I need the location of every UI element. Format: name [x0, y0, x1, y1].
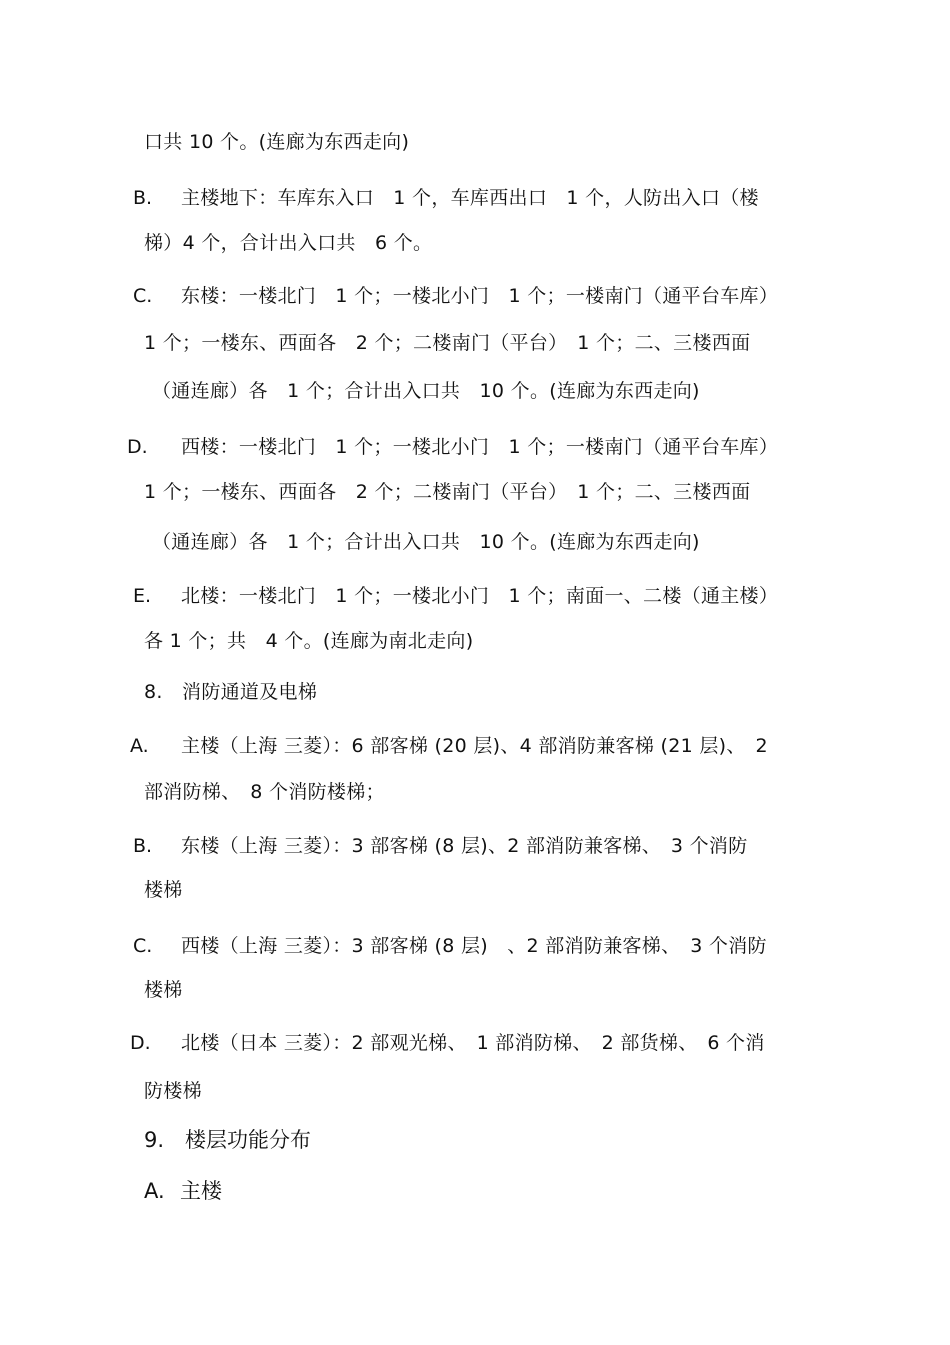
- elevator-d-line-2: 防楼梯: [144, 1080, 202, 1102]
- entrance-b-line-2: 梯）4 个，合计出入口共 6 个。: [144, 232, 433, 254]
- entrance-d-marker: D.: [127, 436, 148, 458]
- elevator-c-marker: C.: [133, 935, 153, 957]
- entrance-e-line-2: 各 1 个；共 4 个。(连廊为南北走向): [144, 630, 474, 652]
- elevator-c-line-1: 西楼（上海 三菱）：3 部客梯 (8 层) 、2 部消防兼客梯、 3 个消防: [181, 935, 767, 957]
- section-9-heading: 9. 楼层功能分布: [144, 1128, 312, 1152]
- entrance-d-line-3: （通连廊）各 1 个；合计出入口共 10 个。(连廊为东西走向): [152, 531, 700, 553]
- elevator-b-line-2: 楼梯: [144, 879, 183, 901]
- entrance-b-marker: B.: [133, 187, 153, 209]
- elevator-a-line-2: 部消防梯、 8 个消防楼梯；: [144, 781, 385, 803]
- floor-a-marker: A.: [144, 1179, 165, 1203]
- entrance-c-line-3: （通连廊）各 1 个；合计出入口共 10 个。(连廊为东西走向): [152, 380, 700, 402]
- entrance-e-marker: E.: [133, 585, 152, 607]
- entrance-d-line-1: 西楼：一楼北门 1 个；一楼北小门 1 个；一楼南门（通平台车库）: [181, 436, 779, 458]
- elevator-a-marker: A.: [130, 735, 149, 757]
- floor-a-text: 主楼: [180, 1179, 222, 1203]
- entrance-c-line-2: 1 个；一楼东、西面各 2 个；二楼南门（平台） 1 个；二、三楼西面: [144, 332, 751, 354]
- elevator-c-line-2: 楼梯: [144, 979, 183, 1001]
- elevator-b-line-1: 东楼（上海 三菱）：3 部客梯 (8 层)、2 部消防兼客梯、 3 个消防: [181, 835, 748, 857]
- entrance-b-line-1: 主楼地下：车库东入口 1 个，车库西出口 1 个，人防出入口（楼: [181, 187, 759, 209]
- intro-tail-line: 口共 10 个。(连廊为东西走向): [144, 131, 410, 153]
- entrance-c-marker: C.: [133, 285, 153, 307]
- elevator-d-marker: D.: [130, 1032, 151, 1054]
- entrance-e-line-1: 北楼：一楼北门 1 个；一楼北小门 1 个；南面一、二楼（通主楼）: [181, 585, 779, 607]
- section-8-heading: 8. 消防通道及电梯: [144, 681, 318, 703]
- elevator-b-marker: B.: [133, 835, 153, 857]
- entrance-c-line-1: 东楼：一楼北门 1 个；一楼北小门 1 个；一楼南门（通平台车库）: [181, 285, 779, 307]
- entrance-d-line-2: 1 个；一楼东、西面各 2 个；二楼南门（平台） 1 个；二、三楼西面: [144, 481, 751, 503]
- elevator-a-line-1: 主楼（上海 三菱）：6 部客梯 (20 层)、4 部消防兼客梯 (21 层)、 2: [181, 735, 768, 757]
- elevator-d-line-1: 北楼（日本 三菱）：2 部观光梯、 1 部消防梯、 2 部货梯、 6 个消: [181, 1032, 765, 1054]
